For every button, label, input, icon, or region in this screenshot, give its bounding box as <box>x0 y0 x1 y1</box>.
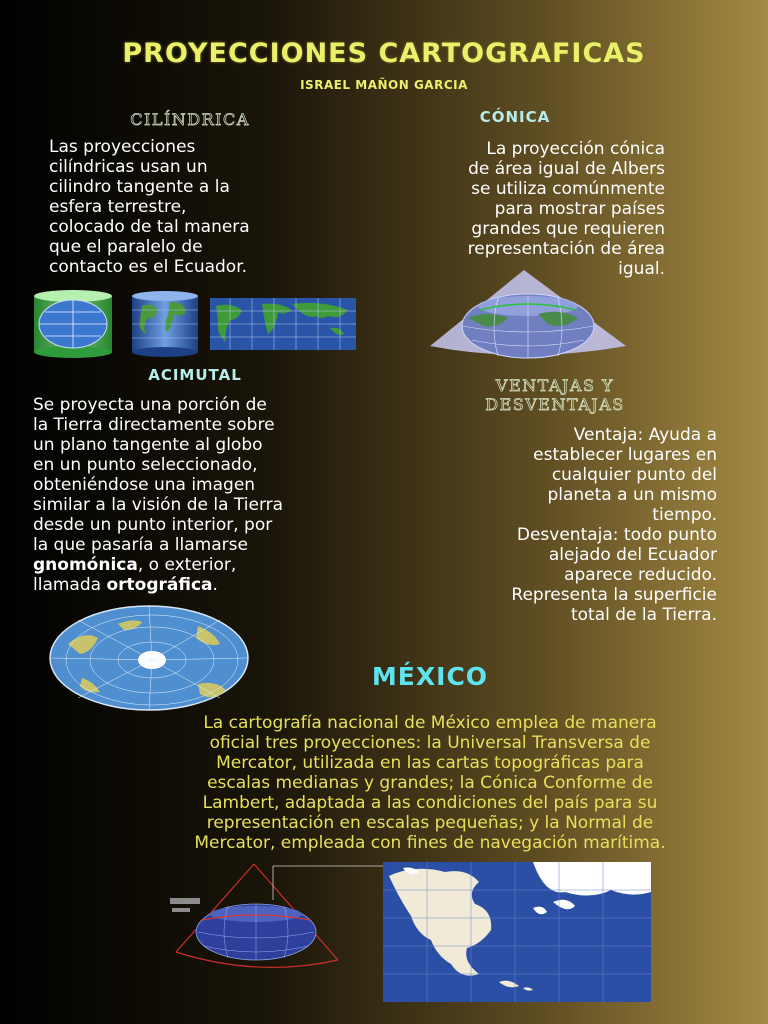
heading-acimutal: ACIMUTAL <box>148 366 242 384</box>
text-line: representación de área <box>467 239 665 259</box>
text-line <box>33 555 378 575</box>
text-line: para mostrar países <box>494 199 665 219</box>
text-line: alejado del Ecuador <box>548 545 717 565</box>
text-line: Lambert, adaptada a las condiciones del país para su <box>202 793 658 813</box>
legend-mark-icon <box>170 898 200 904</box>
legend-mark-icon <box>172 908 190 912</box>
text-line: Representa la superficie <box>511 585 717 605</box>
globe-cylinder-icon <box>132 291 198 357</box>
text-line: de área igual de Albers <box>468 159 665 179</box>
text-line: en un punto seleccionado, <box>33 455 258 475</box>
text-line: total de la Tierra. <box>570 605 717 625</box>
page-title: PROYECCIONES CARTOGRAFICAS <box>122 38 646 69</box>
text-fragment: , o exterior, <box>137 555 237 575</box>
text-line: planeta a un mismo <box>547 485 717 505</box>
text-line: Se proyecta una porción de <box>33 395 267 415</box>
text-ventajas <box>425 425 717 625</box>
bold-term: gnomónica <box>33 555 138 575</box>
text-line: colocado de tal manera <box>49 217 250 237</box>
text-line: un plano tangente al globo <box>33 435 263 455</box>
text-line: cilíndricas usan un <box>49 157 208 177</box>
heading-mexico: MÉXICO <box>371 662 489 691</box>
text-line: contacto es el Ecuador. <box>49 257 248 277</box>
text-line: establecer lugares en <box>533 445 717 465</box>
text-line: que el paralelo de <box>49 237 203 257</box>
text-cilindrica <box>49 137 369 277</box>
text-acimutal <box>33 395 378 595</box>
text-fragment: llamada <box>33 575 107 595</box>
heading-cilindrica: CILÍNDRICA <box>130 110 250 129</box>
text-line: grandes que requieren <box>471 219 665 239</box>
text-line: igual. <box>618 259 665 279</box>
text-line: Las proyecciones <box>49 137 196 157</box>
text-line: obteniéndose una imagen <box>33 475 256 495</box>
cylindrical-projection-illustration <box>30 288 360 358</box>
text-mexico <box>110 713 750 853</box>
text-line: representación en escalas pequeñas; y la Normal de <box>206 813 654 833</box>
text-line: oficial tres proyecciones: la Universal Transversa de <box>209 733 651 753</box>
flat-world-map-icon <box>210 298 356 350</box>
heading-ventajas <box>440 376 670 414</box>
azimuthal-projection-illustration <box>48 604 250 712</box>
lambert-conic-illustration <box>168 860 383 970</box>
text-line: Ventaja: Ayuda a <box>573 425 717 445</box>
text-line: la Tierra directamente sobre <box>33 415 275 435</box>
author-name: ISRAEL MAÑON GARCIA <box>300 78 468 92</box>
text-fragment: . <box>212 575 218 595</box>
mercator-map-illustration <box>383 862 651 1002</box>
heading-line: VENTAJAS Y <box>495 376 615 395</box>
text-line <box>33 575 378 595</box>
heading-line: DESVENTAJAS <box>485 395 625 414</box>
text-line: cilindro tangente a la <box>49 177 230 197</box>
text-line: aparece reducido. <box>564 565 717 585</box>
text-line: tiempo. <box>652 505 717 525</box>
text-line: La proyección cónica <box>486 139 665 159</box>
glass-cylinder-icon <box>34 290 112 358</box>
text-line: Mercator, utilizada en las cartas topográficas para <box>216 753 644 773</box>
text-line: cualquier punto del <box>551 465 717 485</box>
heading-conica: CÓNICA <box>479 108 551 126</box>
text-line: Mercator, empleada con fines de navegación marítima. <box>194 833 666 853</box>
text-line: esfera terrestre, <box>49 197 187 217</box>
text-line: se utiliza comúnmente <box>471 179 665 199</box>
text-line: La cartografía nacional de México emplea de manera <box>203 713 657 733</box>
bold-term: ortográfica <box>106 575 213 595</box>
text-line: escalas medianas y grandes; la Cónica Conforme de <box>207 773 653 793</box>
text-line: similar a la visión de la Tierra <box>33 495 284 515</box>
text-conica <box>390 139 665 279</box>
text-line: la que pasaría a llamarse <box>33 535 248 555</box>
text-line: Desventaja: todo punto <box>516 525 717 545</box>
conic-projection-illustration <box>428 268 628 362</box>
text-line: desde un punto interior, por <box>33 515 273 535</box>
